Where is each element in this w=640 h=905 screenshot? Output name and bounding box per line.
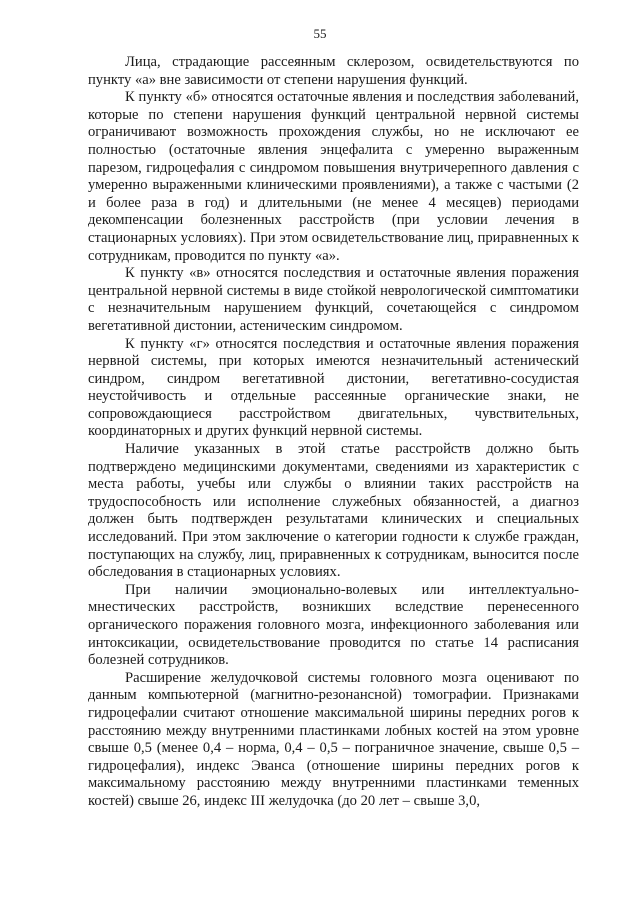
document-body [88, 54, 579, 811]
page-number: 55 [313, 26, 327, 41]
paragraph-ventricular-system: Расширение желудочковой системы головного мозга оценивают по данным компьютерной (магнитно-резонансной) томографии. Признаками гидроцефалии считают отношение максимальной ширины передних рогов к расстоянию между внутренними пластинками лобных костей на этом уровне свыше 0,5 (менее 0,4 – норма, 0,4 – 0,5 – пограничное значение, свыше 0,5 – гидроцефалия), индекс Эванса (отношение ширины передних рогов к максимальному расстоянию между внутренними пластинками теменных костей) свыше 26, индекс III желудочка (до 20 лет – свыше 3,0, [88, 669, 579, 809]
paragraph-emotional-disorders: При наличии эмоционально-волевых или интеллектуально-мнестических расстройств, возникших вследствие перенесенного органического поражения головного мозга, инфекционного заболевания или интоксикации, освидетельствование проводится по статье 14 расписания болезней сотрудников. [88, 581, 579, 669]
paragraph-item-g: К пункту «г» относятся последствия и остаточные явления поражения нервной системы, при которых имеются незначительный астенический синдром, синдром вегетативной дистонии, вегетативно-сосудистая неустойчивость и отдельные рассеянные органические знаки, не сопровождающиеся расстройством двигательных, чувствительных, координаторных и других функций нервной системы. [88, 335, 579, 440]
paragraph-multiple-sclerosis: Лица, страдающие рассеянным склерозом, освидетельствуются по пункту «а» вне зависимости от степени нарушения функций. [88, 54, 579, 88]
paragraph-documentation: Наличие указанных в этой статье расстройств должно быть подтверждено медицинскими документами, сведениями из характеристик с места работы, учебы или службы о влиянии таких расстройств на трудоспособность или исполнение служебных обязанностей, а диагноз должен быть подтвержден результатами клинических и специальных исследований. При этом заключение о категории годности к службе граждан, поступающих на службу, лиц, приравненных к сотрудникам, выносится после обследования в стационарных условиях. [88, 441, 579, 581]
paragraph-item-v: К пункту «в» относятся последствия и остаточные явления поражения центральной нервной системы в виде стойкой неврологической симптоматики с незначительным нарушением функций, сочетающейся с синдромом вегетативной дистонии, астеническим синдромом. [88, 265, 579, 334]
paragraph-item-b: К пункту «б» относятся остаточные явления и последствия заболеваний, которые по степени нарушения функций центральной нервной системы ограничивают возможность прохождения службы, но не исключают ее полностью (остаточные явления энцефалита с умеренно выраженным парезом, гидроцефалия с синдромом повышения внутричерепного давления с умеренно выраженными клиническими проявлениями), а также с частыми (2 и более раза в год) и длительными (не менее 4 месяцев) периодами декомпенсации болезненных расстройств (при условии лечения в стационарных условиях). При этом освидетельствование лиц, приравненных к сотрудникам, проводится по пункту «а». [88, 89, 579, 264]
